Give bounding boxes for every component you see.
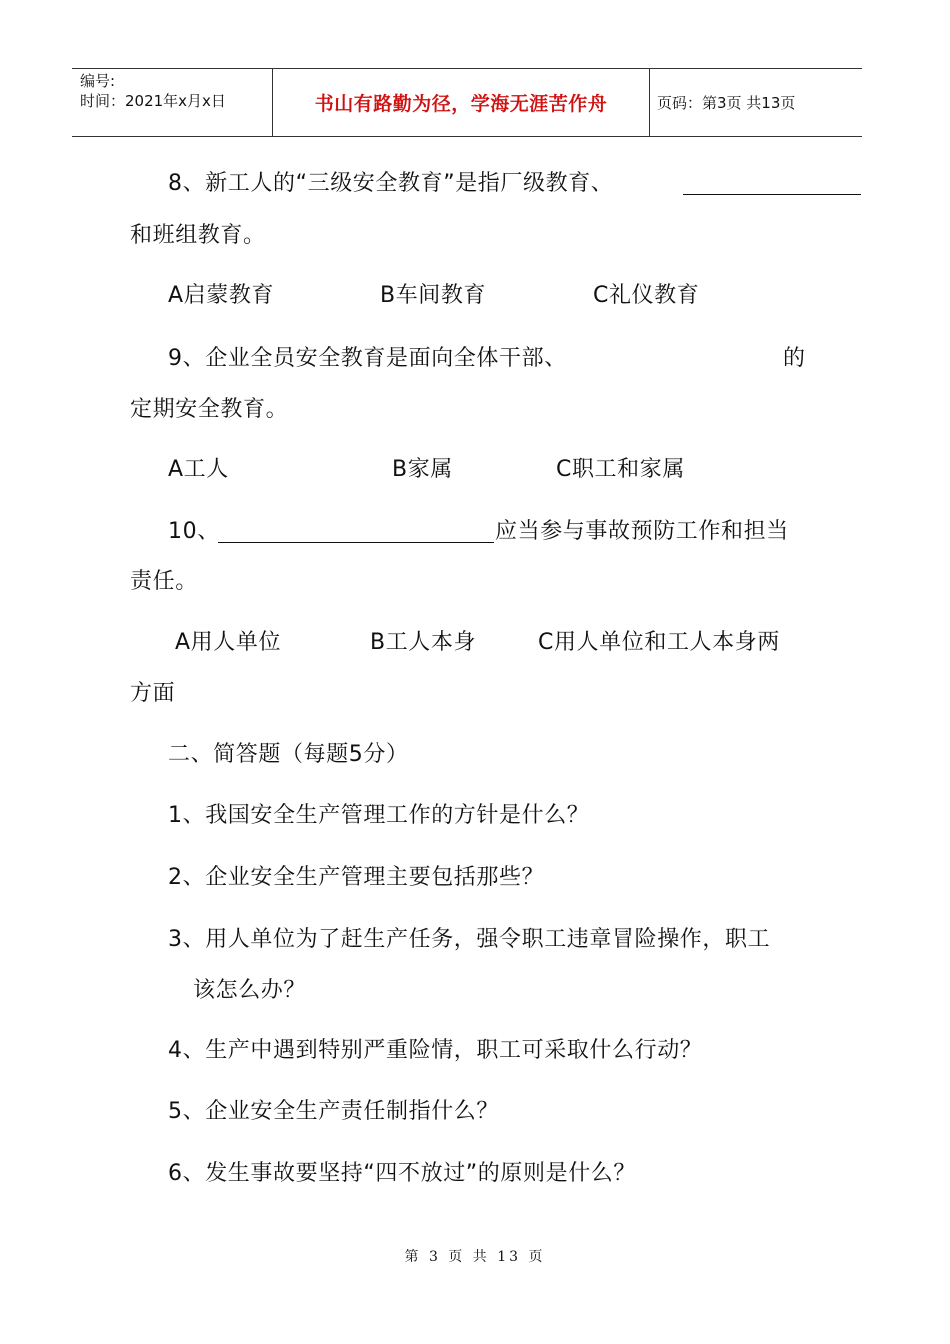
q10-blank bbox=[218, 520, 494, 543]
header-page-cell bbox=[649, 69, 862, 136]
q9-line1: 9、企业全员安全教育是面向全体干部、 bbox=[168, 346, 567, 371]
short-answer-2: 2、企业安全生产管理主要包括那些？ bbox=[168, 865, 545, 890]
document-header bbox=[72, 68, 862, 137]
short-answer-6: 6、发生事故要坚持“四不放过”的原则是什么？ bbox=[168, 1161, 636, 1186]
q8-line2: 和班组教育。 bbox=[130, 223, 266, 248]
q8-option-b: B车间教育 bbox=[380, 283, 487, 308]
q9-option-c: C职工和家属 bbox=[556, 457, 685, 482]
q10-line1-tail: 应当参与事故预防工作和担当 bbox=[495, 519, 789, 544]
header-left-cell bbox=[72, 69, 272, 136]
q10-prefix: 10、 bbox=[168, 519, 220, 544]
q9-line1-tail: 的 bbox=[783, 346, 806, 371]
short-answer-3-continued: 该怎么办？ bbox=[193, 978, 307, 1003]
section2-title: 二、简答题（每题5分） bbox=[168, 742, 409, 767]
q9-option-a: A工人 bbox=[168, 457, 229, 482]
page-footer: 第 3 页 共 13 页 bbox=[404, 1249, 546, 1265]
q9-line2: 定期安全教育。 bbox=[130, 397, 289, 422]
short-answer-5: 5、企业安全生产责任制指什么？ bbox=[168, 1099, 499, 1124]
short-answer-1: 1、我国安全生产管理工作的方针是什么？ bbox=[168, 803, 590, 828]
document-number-label: 编号: bbox=[80, 72, 116, 90]
q9-option-b: B家属 bbox=[392, 457, 453, 482]
q10-line2: 责任。 bbox=[130, 569, 198, 594]
header-motto-cell bbox=[272, 69, 650, 136]
short-answer-3: 3、用人单位为了赶生产任务，强令职工违章冒险操作，职工 bbox=[168, 927, 771, 952]
q10-option-c: C用人单位和工人本身两 bbox=[538, 630, 780, 655]
q8-blank bbox=[683, 172, 861, 195]
q10-option-a: A用人单位 bbox=[175, 630, 282, 655]
q10-option-b: B工人本身 bbox=[370, 630, 477, 655]
header-page-info: 页码：第3页 共13页 bbox=[657, 94, 796, 112]
q8-text: 8、新工人的“三级安全教育”是指厂级教育、 bbox=[168, 171, 614, 196]
q8-option-a: A启蒙教育 bbox=[168, 283, 275, 308]
q8-option-c: C礼仪教育 bbox=[593, 283, 700, 308]
q8-line1 bbox=[168, 170, 613, 198]
document-time-label: 时间：2021年x月x日 bbox=[80, 92, 226, 110]
q10-option-c-continued: 方面 bbox=[130, 681, 176, 706]
header-motto: 书山有路勤为径，学海无涯苦作舟 bbox=[314, 93, 608, 115]
short-answer-4: 4、生产中遇到特别严重险情，职工可采取什么行动？ bbox=[168, 1038, 703, 1063]
